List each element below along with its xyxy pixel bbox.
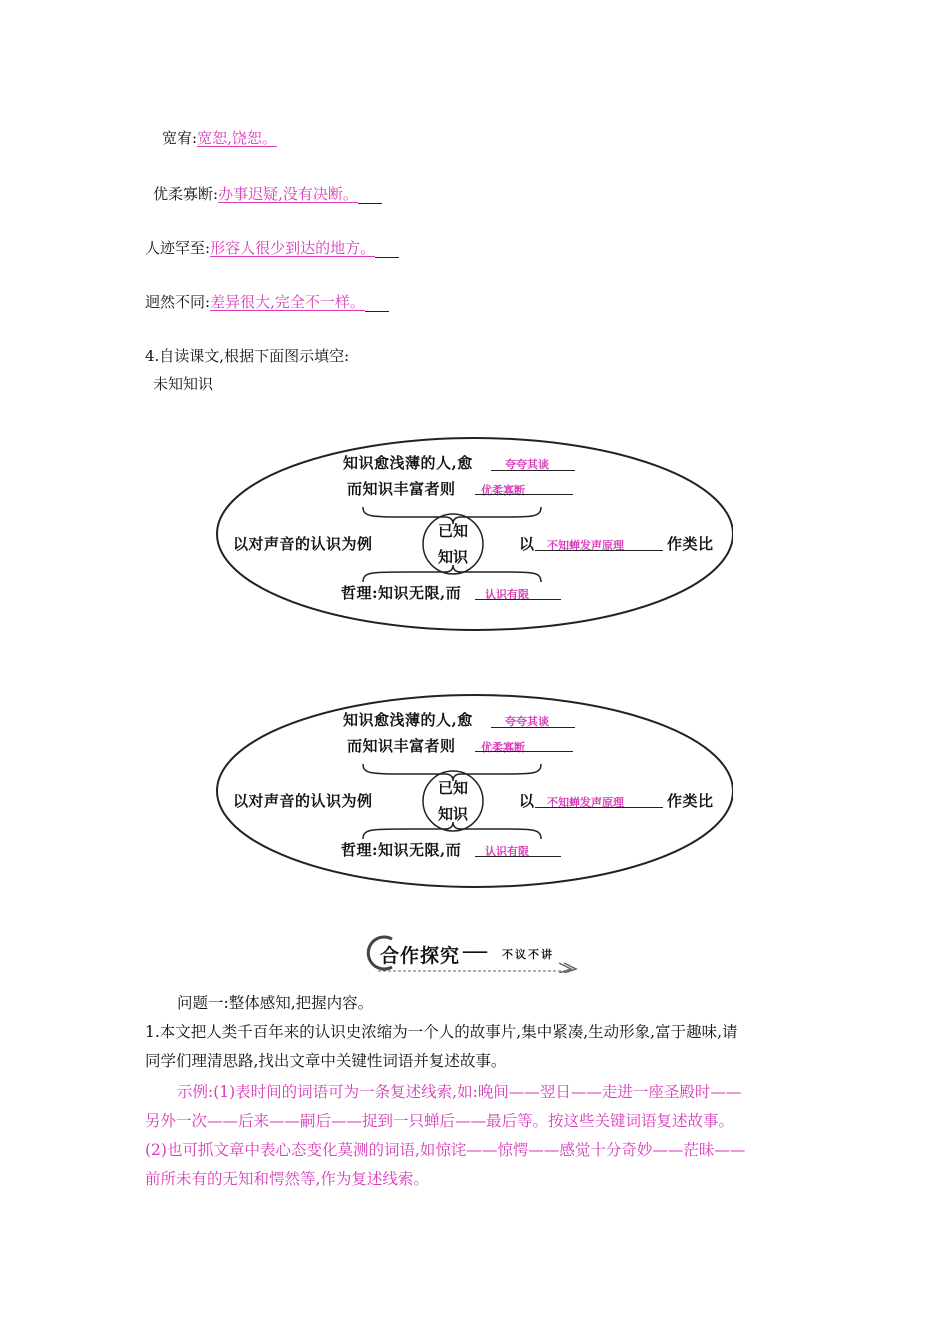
question-one-heading: 问题一:整体感知,把握内容。 <box>177 994 374 1012</box>
answer-blank <box>491 727 575 728</box>
diagram-circle-line2: 知识 <box>437 805 468 823</box>
diagram-left: 以对声音的认识为例 <box>233 792 373 810</box>
answer-blank <box>491 470 575 471</box>
answer-line4: 前所未有的无知和愕然等,作为复述线索。 <box>145 1170 429 1188</box>
diagram-row1-answer: 夸夸其谈 <box>505 458 549 471</box>
answer-blank <box>358 185 382 204</box>
question-4-sub: 未知知识 <box>153 375 214 393</box>
section-banner <box>364 933 584 973</box>
answer-blank <box>535 807 663 808</box>
diagram-row2-answer: 优柔寡断 <box>481 484 525 497</box>
diagram-row1: 知识愈浅薄的人,愈 <box>343 711 473 729</box>
answer-blank <box>535 550 663 551</box>
diagram-left: 以对声音的认识为例 <box>233 535 373 553</box>
diagram-right-prefix: 以 <box>519 535 535 553</box>
diagram-row2-answer: 优柔寡断 <box>481 741 525 754</box>
diagram-row2: 而知识丰富者则 <box>347 480 456 498</box>
question-1-line1: 1.本文把人类千百年来的认识史浓缩为一个人的故事片,集中紧凑,生动形象,富于趣味,请 <box>145 1023 738 1041</box>
vocab-term: 宽宥: <box>162 129 198 147</box>
answer-blank <box>475 599 561 600</box>
section-subtitle: 不议不讲 <box>502 948 554 961</box>
diagram-right-prefix: 以 <box>519 792 535 810</box>
vocab-line <box>153 184 382 204</box>
vocab-line <box>145 292 389 312</box>
diagram-row1: 知识愈浅薄的人,愈 <box>343 454 473 472</box>
answer-line1: 示例:(1)表时间的词语可为一条复述线索,如:晚间——翌日——走进一座圣殿时—— <box>177 1083 742 1101</box>
answer-line2: 另外一次——后来——嗣后——捉到一只蝉后——最后等。按这些关键词语复述故事。 <box>145 1112 735 1130</box>
diagram-right-answer: 不知蝉发声原理 <box>547 796 624 809</box>
section-title: 合作探究 <box>380 945 461 967</box>
question-1-line2: 同学们理清思路,找出文章中关键性词语并复述故事。 <box>145 1052 507 1070</box>
diagram-row1-answer: 夸夸其谈 <box>505 715 549 728</box>
diagram-bottom-answer: 认识有限 <box>485 588 529 601</box>
vocab-answer: 差异很大,完全不一样。 <box>210 293 365 311</box>
diagram-circle-line1: 已知 <box>437 779 468 797</box>
diagram-bottom-answer: 认识有限 <box>485 845 529 858</box>
vocab-term: 人迹罕至: <box>145 239 211 257</box>
vocab-answer: 形容人很少到达的地方。 <box>210 239 376 257</box>
vocab-line <box>162 128 277 148</box>
section-dash: —— <box>462 944 486 960</box>
vocab-answer: 办事迟疑,没有决断。 <box>218 185 358 203</box>
diagram-circle-line1: 已知 <box>437 522 468 540</box>
question-4-prompt: 4.自读课文,根据下面图示填空: <box>145 347 350 365</box>
vocab-answer: 宽恕,饶恕。 <box>197 129 277 147</box>
answer-blank <box>375 239 399 258</box>
knowledge-diagram <box>213 432 733 632</box>
diagram-row2: 而知识丰富者则 <box>347 737 456 755</box>
vocab-term: 迥然不同: <box>145 293 211 311</box>
diagram-right-answer: 不知蝉发声原理 <box>547 539 624 552</box>
diagram-circle-line2: 知识 <box>437 548 468 566</box>
vocab-term: 优柔寡断: <box>153 185 219 203</box>
diagram-right-suffix: 作类比 <box>667 535 714 553</box>
diagram-bottom: 哲理:知识无限,而 <box>341 584 462 602</box>
answer-blank <box>475 494 573 495</box>
answer-blank <box>475 856 561 857</box>
answer-line3: (2)也可抓文章中表心态变化莫测的词语,如惊诧——惊愕——感觉十分奇妙——茫昧—— <box>145 1141 746 1159</box>
diagram-right-suffix: 作类比 <box>667 792 714 810</box>
diagram-bottom: 哲理:知识无限,而 <box>341 841 462 859</box>
answer-blank <box>475 751 573 752</box>
vocab-line <box>145 238 399 258</box>
answer-blank <box>365 293 389 312</box>
knowledge-diagram-copy <box>213 689 733 889</box>
